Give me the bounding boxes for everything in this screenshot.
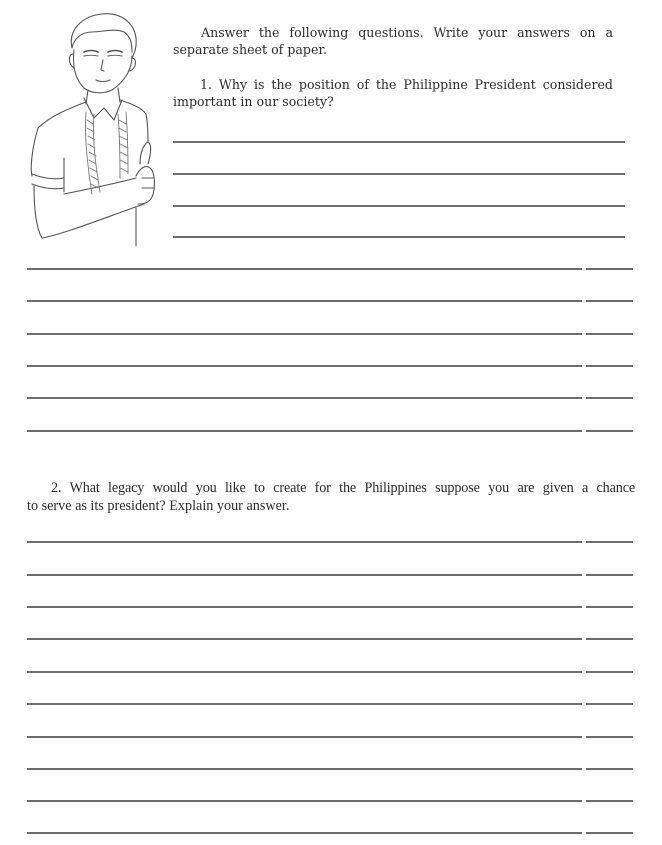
answer-line[interactable] (27, 638, 582, 640)
answer-line[interactable] (173, 173, 625, 175)
answer-line[interactable] (27, 800, 582, 802)
question-2-prompt (27, 479, 635, 515)
answer-line[interactable] (173, 141, 625, 143)
answer-line[interactable] (27, 268, 582, 270)
answer-line[interactable] (27, 397, 582, 399)
answer-line[interactable] (27, 541, 582, 543)
answer-line[interactable] (27, 333, 582, 335)
man-thumbs-up-illustration-icon (24, 8, 174, 248)
question-2-line-2: to serve as its president? Explain your answer. (27, 498, 290, 514)
answer-line[interactable] (173, 236, 625, 238)
instructions-line-1: Answer the following questions. Write your answers on a (201, 25, 613, 40)
answer-line[interactable] (27, 300, 582, 302)
answer-line[interactable] (27, 832, 582, 834)
answer-line-end[interactable] (586, 333, 633, 335)
answer-line-end[interactable] (586, 736, 633, 738)
answer-line-end[interactable] (586, 768, 633, 770)
answer-line[interactable] (27, 574, 582, 576)
answer-line-end[interactable] (586, 300, 633, 302)
answer-line-end[interactable] (586, 397, 633, 399)
answer-line[interactable] (27, 430, 582, 432)
answer-line[interactable] (27, 671, 582, 673)
answer-line-end[interactable] (586, 800, 633, 802)
instructions-paragraph (173, 24, 613, 58)
question-1-line-1: 1. Why is the position of the Philippine President considered (200, 77, 613, 92)
answer-line[interactable] (27, 365, 582, 367)
question-1-line-2: important in our society? (173, 94, 334, 109)
answer-line[interactable] (27, 736, 582, 738)
answer-line[interactable] (27, 703, 582, 705)
answer-line-end[interactable] (586, 606, 633, 608)
answer-line-end[interactable] (586, 671, 633, 673)
answer-line[interactable] (173, 205, 625, 207)
answer-line[interactable] (27, 606, 582, 608)
answer-line-end[interactable] (586, 430, 633, 432)
answer-line-end[interactable] (586, 365, 633, 367)
answer-line-end[interactable] (586, 268, 633, 270)
answer-line-end[interactable] (586, 638, 633, 640)
answer-line-end[interactable] (586, 832, 633, 834)
instructions-line-2: separate sheet of paper. (173, 42, 328, 57)
question-2-line-1: 2. What legacy would you like to create for the Philippines suppose you are given a chance (51, 480, 635, 496)
answer-line[interactable] (27, 768, 582, 770)
answer-line-end[interactable] (586, 703, 633, 705)
question-1-prompt (173, 76, 613, 110)
answer-line-end[interactable] (586, 574, 633, 576)
answer-line-end[interactable] (586, 541, 633, 543)
